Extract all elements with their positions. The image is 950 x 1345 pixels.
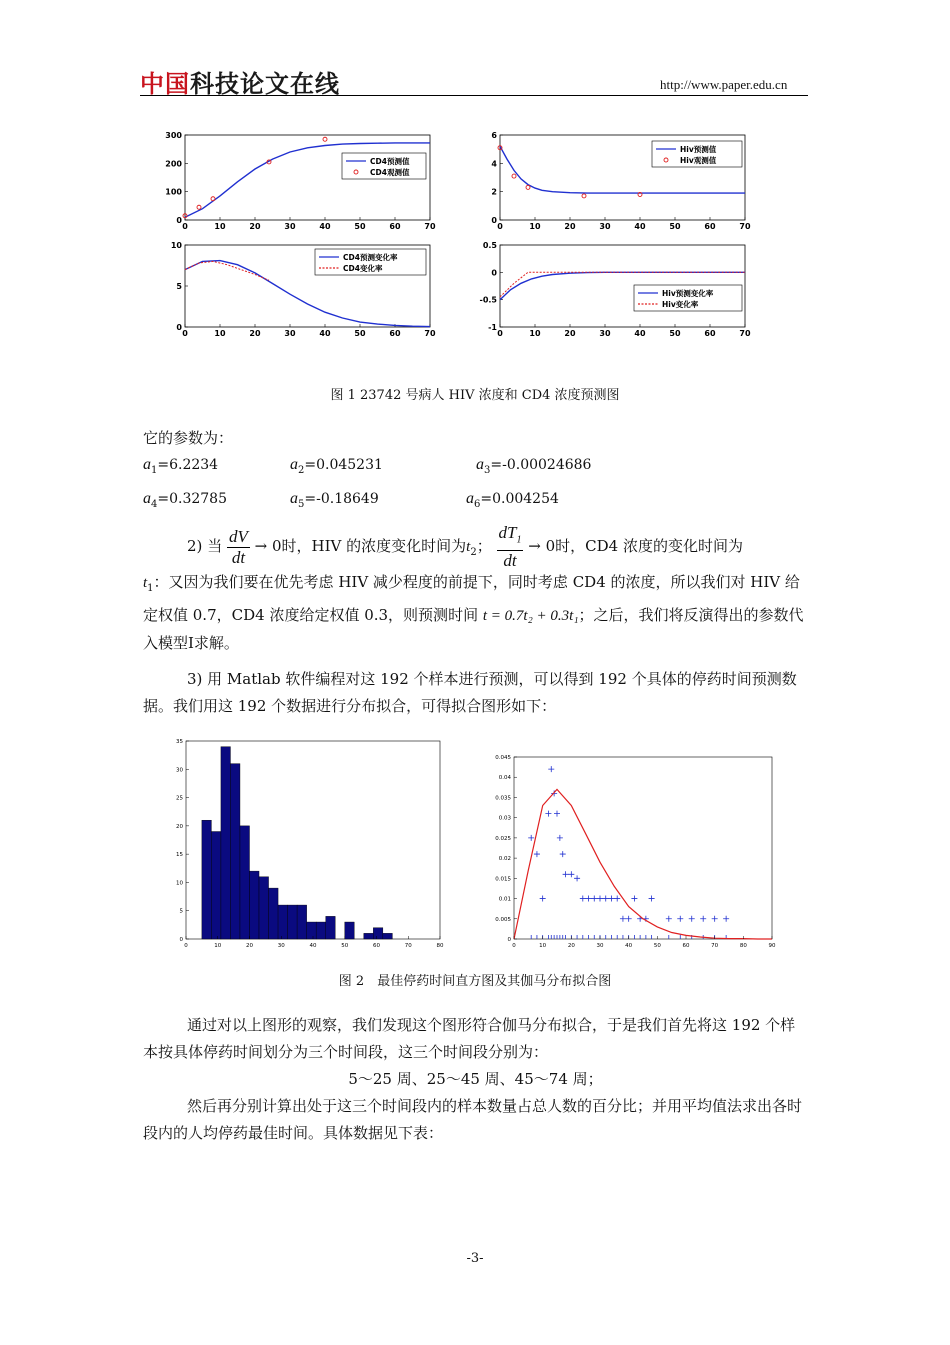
figure-2 [162,735,782,960]
cd4-chart-ytick-label: 300 [165,131,182,140]
gamma-fit-ytick-label: 0.025 [495,835,511,842]
gamma-fit-xtick-label: 0 [512,943,516,949]
gamma-fit-xtick-label: 20 [567,943,575,949]
hiv-chart-legend-label: Hiv预测值 [680,145,717,154]
figure-2-caption: 图 2 最佳停药时间直方图及其伽马分布拟合图 [338,974,612,989]
hiv-rate-chart-legend-label: Hiv预测变化率 [662,289,714,298]
cd4-chart-xtick-label: 60 [389,222,401,231]
gamma-fit-ytick-label: 0.045 [495,755,511,761]
histogram-ytick-label: 10 [176,880,183,887]
cd4-chart-xtick-label: 20 [249,222,261,231]
histogram-bar [221,747,231,939]
histogram-bar [288,905,298,939]
paragraph-3: 3) 用 Matlab 软件编程对这 192 个样本进行预测，可以得到 192 个具体的停药时间预测数据。我们用这 192 个数据进行分布拟合，可得拟合图形如下： [143,670,797,715]
hiv-chart-xtick-label: 20 [564,222,576,231]
time-periods: 5～25 周、25～45 周、45～74 周； [348,1070,603,1088]
paragraph-2: 2) 当 $\frac{dV}{dt}$ → 0时，HIV 的浓度变化时间为$t_2$； $\frac{dT_1}{dt}$ → 0时，CD4 浓度的变化时间为 $t_1$：又因为我们要在优先考虑 HIV 减少程度的前提下，同时考虑 CD4 的浓度，所以我们对 HIV 给定权值 0.7，CD4 浓度给定权值 0.3，则预测时间 t = 0.7t₂ + 0.3t₁；之后，我们将反演得出的参数代入模型Ⅰ求解。 [143,523,804,652]
hiv-chart-xtick-label: 50 [669,222,681,231]
cd4-rate-chart-xtick-label: 10 [214,329,226,338]
gamma-fit-ytick-label: 0.03 [498,815,511,822]
gamma-fit-xtick-label: 70 [711,943,719,949]
histogram-bar [307,922,317,939]
gamma-fit-ytick-label: 0.01 [498,896,511,903]
cd4-rate-chart-ytick-label: 10 [170,241,182,250]
histogram-ytick-label: 0 [179,937,183,943]
figure-1 [160,125,760,350]
gamma-fit-xtick-label: 80 [739,943,747,949]
hiv-chart-xtick-label: 70 [739,222,751,231]
cd4-rate-chart-xtick-label: 20 [249,329,261,338]
gamma-fit-xtick-label: 40 [625,943,633,949]
histogram-xtick-label: 10 [214,943,222,949]
param-a4: $a_4=0.32785$ [143,490,227,510]
params-intro: 它的参数为： [143,429,234,447]
histogram-bar [316,922,326,939]
hiv-rate-chart-xtick-label: 0 [497,329,503,338]
cd4-rate-chart-legend-label: CD4预测变化率 [343,253,398,262]
header-rule [140,95,808,96]
hiv-chart-ytick-label: 2 [491,187,497,197]
histogram-ytick-label: 30 [176,767,183,774]
histogram-bar [278,905,288,939]
histogram-ytick-label: 15 [176,852,183,859]
gamma-fit-ytick-label: 0.035 [495,795,511,802]
hiv-chart-ytick-label: 4 [491,159,497,169]
hiv-rate-chart-legend-label: Hiv变化率 [662,300,699,309]
histogram-xtick-label: 40 [309,943,317,949]
hiv-chart-ytick-label: 6 [491,131,497,140]
cd4-chart-ytick-label: 0 [176,216,182,225]
histogram-bar [250,871,260,939]
histogram-bar [269,888,279,939]
hiv-rate-chart-xtick-label: 40 [634,329,646,338]
cd4-chart-ytick-label: 200 [165,159,182,169]
hiv-rate-chart-xtick-label: 60 [704,329,716,338]
gamma-fit-xtick-label: 50 [653,943,661,949]
cd4-chart-xtick-label: 50 [354,222,366,231]
param-a3: $a_3=-0.00024686$ [476,456,592,476]
fraction-dt1-dt: $\frac{dT_1}{dt}$ [498,523,522,571]
histogram-xtick-label: 20 [246,943,253,949]
figure-1-caption: 图 1 23742 号病人 HIV 浓度和 CD4 浓度预测图 [330,388,620,403]
cd4-chart-xtick-label: 70 [424,222,436,231]
cd4-rate-chart-ytick-label: 0 [176,323,182,332]
gamma-fit-xtick-label: 10 [539,943,547,949]
journal-url[interactable]: http://www.paper.edu.cn [660,77,788,92]
histogram-ytick-label: 35 [176,739,183,745]
hiv-chart-legend-label: Hiv观测值 [680,156,717,165]
cd4-rate-chart-xtick-label: 50 [354,329,366,338]
hiv-chart-ytick-label: 0 [491,216,497,225]
hiv-rate-chart-xtick-label: 50 [669,329,681,338]
hiv-rate-chart-xtick-label: 20 [564,329,576,338]
histogram-bar [345,922,355,939]
cd4-chart-ytick-label: 100 [165,187,182,197]
cd4-chart-xtick-label: 0 [182,222,188,231]
histogram-xtick-label: 0 [184,943,188,949]
histogram-bar [373,928,383,939]
hiv-chart-xtick-label: 60 [704,222,716,231]
histogram-bar [230,764,240,939]
histogram-bar [240,826,250,939]
histogram-bar [297,905,307,939]
cd4-rate-chart-xtick-label: 30 [284,329,296,338]
paragraph-4: 通过对以上图形的观察，我们发现这个图形符合伽马分布拟合，于是我们首先将这 192 个样本按具体停药时间划分为三个时间段，这三个时间段分别为： [143,1016,796,1061]
hiv-chart-xtick-label: 10 [529,222,541,231]
gamma-fit-ytick-label: 0.015 [495,876,511,883]
histogram-bar [211,832,221,939]
fraction-dv-dt: $\frac{dV}{dt}$ [228,526,248,567]
cd4-chart-xtick-label: 40 [319,222,331,231]
histogram-xtick-label: 70 [404,943,412,949]
histogram-ytick-label: 20 [176,823,183,830]
cd4-chart-legend-label: CD4观测值 [370,168,410,177]
histogram-xtick-label: 60 [373,943,380,949]
histogram-ytick-label: 5 [179,908,183,915]
cd4-chart-xtick-label: 10 [214,222,226,231]
gamma-fit-xtick-label: 30 [596,943,604,949]
histogram-bar [326,916,336,939]
histogram-xtick-label: 50 [341,943,349,949]
hiv-rate-chart-xtick-label: 30 [599,329,611,338]
page-number: -3- [466,1251,484,1266]
hiv-rate-chart-xtick-label: 70 [739,329,751,338]
param-a1: $a_1=6.2234$ [143,456,219,476]
cd4-rate-chart-legend-label: CD4变化率 [343,264,383,273]
histogram-bar [364,933,374,939]
cd4-rate-chart-ytick-label: 5 [176,282,182,291]
hiv-chart-xtick-label: 30 [599,222,611,231]
cd4-rate-chart-xtick-label: 0 [182,329,188,338]
hiv-rate-chart-ytick-label: 0 [491,268,497,278]
cd4-rate-chart-xtick-label: 70 [424,329,436,338]
gamma-fit-ytick-label: 0 [507,937,511,943]
param-a5: $a_5=-0.18649$ [290,490,379,510]
hiv-chart-xtick-label: 40 [634,222,646,231]
hiv-rate-chart-ytick-label: -0.5 [479,295,497,305]
cd4-chart-legend-label: CD4预测值 [370,157,410,166]
histogram-bar [383,933,393,939]
gamma-fit-axes-box [514,757,772,939]
cd4-rate-chart-xtick-label: 60 [389,329,401,338]
cd4-chart-xtick-label: 30 [284,222,296,231]
param-a2: $a_2=0.045231$ [290,456,383,476]
histogram-xtick-label: 30 [277,943,285,949]
hiv-rate-chart-xtick-label: 10 [529,329,541,338]
gamma-fit-xtick-label: 60 [682,943,690,949]
gamma-fit-xtick-label: 90 [768,943,776,949]
histogram-bar [202,820,212,939]
journal-logo: 中国科技论文在线 [140,70,340,98]
hiv-rate-chart-ytick-label: 0.5 [482,241,497,250]
gamma-fit-ytick-label: 0.005 [495,916,511,923]
gamma-fit-ytick-label: 0.02 [498,856,511,863]
hiv-chart-xtick-label: 0 [497,222,503,231]
cd4-rate-chart-xtick-label: 40 [319,329,331,338]
param-a6: $a_6=0.004254$ [466,490,559,510]
hiv-rate-chart-ytick-label: -1 [488,323,497,332]
histogram-bar [259,877,269,939]
paragraph-5: 然后再分别计算出处于这三个时间段内的样本数量占总人数的百分比；并用平均值法求出各时段内的人均停药最佳时间。具体数据见下表： [143,1097,803,1142]
gamma-fit-ytick-label: 0.04 [498,775,511,782]
histogram-ytick-label: 25 [176,795,183,802]
histogram-xtick-label: 80 [436,943,444,949]
